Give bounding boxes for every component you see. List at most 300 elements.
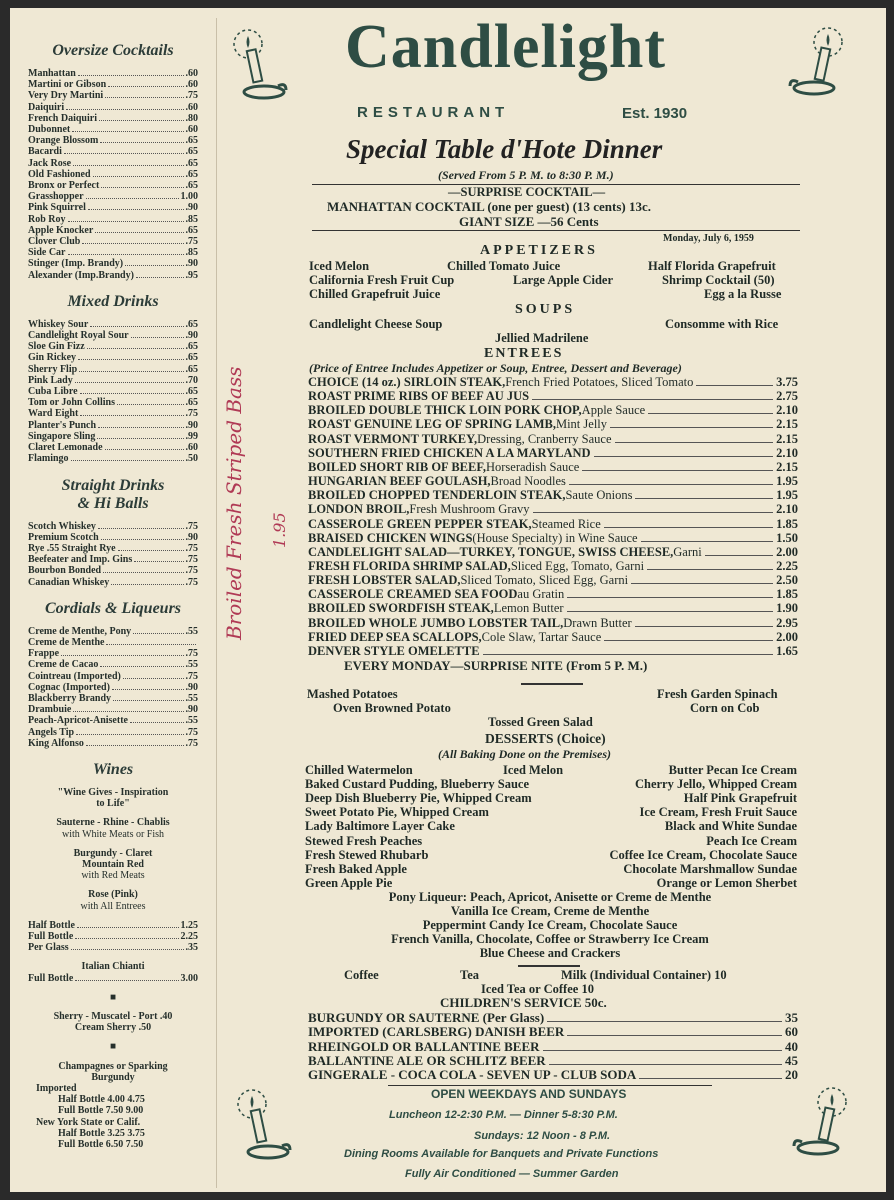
drink-name: Sherry Flip: [28, 363, 78, 375]
childrens-price: 40: [785, 1038, 798, 1054]
dessert-item: Baked Custard Pudding, Blueberry Sauce: [305, 777, 529, 792]
drink-name: King Alfonso: [28, 737, 84, 749]
drink-row: [28, 648, 198, 659]
drink-name: Full Bottle: [28, 930, 74, 942]
side-item: Mashed Potatoes: [307, 687, 398, 701]
entree-leader: [604, 527, 773, 528]
drink-name: Grasshopper: [28, 191, 84, 203]
soup-item: Consomme with Rice: [665, 317, 779, 331]
drink-name: Very Dry Martini: [28, 90, 104, 102]
entrees-heading: ENTREES: [484, 346, 564, 361]
dot-leader: [87, 348, 184, 349]
bullet-divider: ■: [109, 1041, 117, 1053]
childrens-item: GINGERALE - COCA COLA - SEVEN UP - CLUB SODA: [308, 1067, 637, 1083]
drink-row: [28, 146, 198, 157]
champagne-line-2: Burgundy: [91, 1071, 135, 1083]
entree-name: FRIED DEEP SEA SCALLOPS,: [308, 629, 482, 644]
drink-price: .80: [185, 112, 198, 124]
nys-label: New York State or Calif.: [36, 1116, 141, 1128]
drink-row: [28, 704, 198, 715]
drink-price: .75: [185, 90, 198, 102]
entree-row: [308, 587, 798, 602]
straight-drinks-list: [28, 521, 198, 588]
drink-row: [28, 214, 198, 225]
entree-price: 1.85: [776, 516, 798, 531]
entree-sides: Lemon Butter: [493, 601, 564, 616]
entree-row: [308, 517, 798, 532]
entree-row: [308, 474, 798, 489]
entree-leader: [705, 555, 773, 556]
dessert-item: Cherry Jello, Whipped Cream: [634, 777, 797, 792]
dot-leader: [100, 142, 183, 143]
dessert-item: Chocolate Marshmallow Sundae: [623, 861, 797, 876]
entree-name: BROILED DOUBLE THICK LOIN PORK CHOP,: [308, 403, 582, 418]
entree-row: [308, 375, 798, 390]
appetizers-heading: APPETIZERS: [480, 243, 598, 258]
drink-row: [28, 671, 198, 682]
entree-name: FRESH FLORIDA SHRIMP SALAD,: [308, 558, 511, 573]
drink-price: .75: [185, 542, 198, 554]
drink-price: .65: [185, 386, 198, 398]
drink-row: [28, 270, 198, 281]
entree-sides: (House Specialty) in Wine Sauce: [472, 530, 638, 545]
entree-name: LONDON BROIL,: [308, 502, 410, 517]
drink-row: [28, 68, 198, 79]
drink-row: [28, 79, 198, 90]
air-conditioned: Fully Air Conditioned — Summer Garden: [405, 1168, 619, 1180]
entree-leader: [533, 512, 774, 513]
burgundy-pairing: with Red Meats: [81, 870, 145, 882]
drink-price: .60: [185, 79, 198, 91]
dot-leader: [118, 550, 184, 551]
childrens-price: 60: [785, 1024, 798, 1040]
drink-name: Dubonnet: [28, 124, 71, 136]
drink-name: Angels Tip: [28, 726, 75, 738]
drink-row: [28, 386, 198, 397]
dessert-item: Butter Pecan Ice Cream: [668, 763, 797, 777]
drink-name: Old Fashioned: [28, 168, 91, 180]
drink-price: .35: [185, 942, 198, 954]
dot-leader: [98, 528, 184, 529]
drink-price: .75: [185, 670, 198, 682]
side-item: Corn on Cob: [690, 701, 760, 715]
entree-row: [308, 460, 798, 475]
hi-balls-heading: & Hi Balls: [77, 494, 149, 512]
childrens-leader: [547, 1021, 782, 1022]
divider-ornament: [518, 965, 580, 967]
dot-leader: [86, 745, 184, 746]
childrens-service: CHILDREN'S SERVICE 50c.: [440, 995, 607, 1010]
entree-sides: Apple Sauce: [581, 403, 646, 418]
drinks-sidebar: [28, 38, 198, 1150]
drink-name: Side Car: [28, 247, 66, 259]
drink-name: Planter's Punch: [28, 419, 97, 431]
entree-name: CANDLELIGHT SALAD—TURKEY, TONGUE, SWISS CHEESE,: [308, 544, 674, 559]
dot-leader: [68, 254, 184, 255]
entree-row: [308, 531, 798, 546]
drink-row: [28, 715, 198, 726]
drink-row: [28, 258, 198, 269]
footer-rule: [388, 1085, 712, 1086]
dessert-item: Black and White Sundae: [664, 819, 797, 834]
drink-name: Rob Roy: [28, 213, 66, 225]
appetizer-item: Half Florida Grapefruit: [648, 259, 776, 273]
imported-label: Imported: [36, 1083, 77, 1095]
wine-bottles-list: [28, 920, 198, 954]
dot-leader: [93, 176, 184, 177]
entree-name: BROILED WHOLE JUMBO LOBSTER TAIL,: [308, 615, 564, 630]
entree-price: 1.85: [776, 587, 798, 602]
drink-price: .65: [185, 363, 198, 375]
dot-leader: [103, 572, 183, 573]
giant-size: GIANT SIZE —56 Cents: [459, 214, 599, 229]
drink-row: [28, 453, 198, 464]
drink-name: Beefeater and Imp. Gins: [28, 554, 133, 566]
oversize-cocktails-heading: Oversize Cocktails: [52, 42, 174, 59]
dessert-center-item: Peppermint Candy Ice Cream, Chocolate Sauce: [422, 918, 678, 933]
dot-leader: [61, 655, 183, 656]
entree-price: 2.10: [776, 403, 798, 418]
desserts-heading: DESSERTS (Choice): [485, 731, 606, 746]
dot-leader: [68, 221, 184, 222]
cream-sherry-line: Cream Sherry .50: [74, 1022, 152, 1034]
dessert-item: Iced Melon: [503, 763, 564, 777]
drink-name: Jack Rose: [28, 157, 72, 169]
drink-name: Half Bottle: [28, 919, 75, 931]
dessert-item: Green Apple Pie: [305, 875, 393, 890]
drink-name: Per Glass: [28, 942, 69, 954]
dot-leader: [95, 232, 183, 233]
drink-row: [28, 577, 198, 588]
drink-name: Alexander (Imp.Brandy): [28, 269, 134, 281]
monday-special: EVERY MONDAY—SURPRISE NITE (From 5 P. M.): [344, 658, 648, 673]
drink-price: 2.25: [180, 930, 198, 942]
beverage-coffee: Coffee: [344, 968, 379, 982]
dot-leader: [105, 449, 184, 450]
entree-name: SOUTHERN FRIED CHICKEN A LA MARYLAND: [308, 445, 591, 460]
dessert-item: Chilled Watermelon: [305, 763, 413, 777]
drink-row: [28, 397, 198, 408]
entree-name: CHOICE (14 oz.) SIRLOIN STEAK,: [308, 375, 506, 389]
drink-name: Sloe Gin Fizz: [28, 341, 85, 353]
entree-name: BRAISED CHICKEN WINGS: [308, 530, 473, 545]
entree-row: [308, 630, 798, 645]
dot-leader: [82, 243, 183, 244]
soup-item: Candlelight Cheese Soup: [309, 317, 443, 331]
entree-name: FRESH LOBSTER SALAD,: [308, 573, 461, 588]
drink-name: Ward Eight: [28, 408, 79, 420]
sherry-line: Sherry - Muscatel - Port .40: [53, 1011, 173, 1022]
entree-row: [308, 616, 798, 631]
dessert-item: Half Pink Grapefruit: [683, 791, 797, 806]
drink-name: Gin Rickey: [28, 352, 77, 364]
drink-row: [28, 682, 198, 693]
drink-row: [28, 169, 198, 180]
drink-name: Pink Lady: [28, 374, 73, 386]
appetizer-item: Shrimp Cocktail (50): [662, 273, 775, 287]
entree-leader: [635, 626, 773, 627]
desserts-note: (All Baking Done on the Premises): [438, 747, 612, 761]
entree-price: 2.15: [776, 417, 798, 432]
drink-price: .90: [185, 330, 198, 342]
drink-price: .70: [185, 374, 198, 386]
dot-leader: [105, 97, 183, 98]
entree-leader: [567, 611, 774, 612]
drink-price: .55: [185, 659, 198, 671]
candle-icon: [792, 1084, 852, 1160]
manhattan-cocktail: MANHATTAN COCKTAIL (one per guest) (13 cents) 13c.: [327, 199, 652, 214]
drink-price: .90: [185, 202, 198, 214]
drink-price: .75: [185, 408, 198, 420]
drink-row: [28, 637, 198, 648]
drink-row: [28, 942, 198, 953]
dot-leader: [80, 393, 184, 394]
childrens-leader: [567, 1035, 782, 1036]
dessert-item: Orange or Lemon Sherbet: [656, 875, 797, 890]
menu-date: Monday, July 6, 1959: [663, 233, 754, 244]
cordials-heading: Cordials & Liqueurs: [44, 599, 182, 617]
entree-name: CASSEROLE CREAMED SEA FOOD: [308, 587, 518, 602]
drink-name: Candlelight Royal Sour: [28, 330, 129, 342]
drink-name: Creme de Menthe, Pony: [28, 625, 132, 637]
side-item: Tossed Green Salad: [488, 715, 593, 729]
appetizer-item: Chilled Tomato Juice: [447, 259, 561, 273]
entree-leader: [610, 427, 773, 428]
drink-row: [28, 738, 198, 749]
drink-price: .75: [185, 554, 198, 566]
entree-leader: [647, 569, 773, 570]
entree-name: CASSEROLE GREEN PEPPER STEAK,: [308, 516, 532, 531]
drink-price: .55: [185, 625, 198, 637]
drink-price: .90: [185, 531, 198, 543]
entree-leader: [615, 442, 774, 443]
drink-price: .85: [185, 247, 198, 259]
entree-price: 1.90: [776, 601, 798, 616]
entree-name: ROAST GENUINE LEG OF SPRING LAMB,: [308, 417, 556, 432]
nys-half: Half Bottle 3.25 3.75: [58, 1127, 145, 1139]
appetizer-item: Large Apple Cider: [513, 273, 613, 287]
drink-name: Daiquiri: [28, 101, 65, 113]
candle-icon: [232, 1088, 292, 1164]
entree-leader: [696, 385, 773, 386]
entree-row: [308, 488, 798, 503]
straight-drinks-heading: Straight Drinks: [61, 476, 165, 494]
drink-name: Whiskey Sour: [28, 318, 89, 330]
dot-leader: [108, 86, 183, 87]
sauterne-line: Sauterne - Rhine - Chablis: [56, 817, 170, 829]
drink-row: [28, 532, 198, 543]
drink-row: [28, 931, 198, 942]
childrens-price: 35: [785, 1010, 798, 1025]
drink-name: Martini or Gibson: [28, 79, 107, 91]
drink-price: .60: [185, 101, 198, 113]
entree-sides: Sliced Tomato, Sliced Egg, Garni: [460, 573, 629, 588]
dot-leader: [99, 120, 184, 121]
drink-row: [28, 90, 198, 101]
entree-name: HUNGARIAN BEEF GOULASH,: [308, 474, 491, 489]
childrens-item: RHEINGOLD OR BALLANTINE BEER: [308, 1038, 540, 1054]
entree-row: [308, 601, 798, 616]
dot-leader: [77, 927, 179, 928]
drink-row: [28, 408, 198, 419]
drink-name: Peach-Apricot-Anisette: [28, 715, 128, 727]
dining-rooms: Dining Rooms Available for Banquets and Private Functions: [344, 1148, 659, 1160]
dot-leader: [113, 700, 183, 701]
beverage-tea: Tea: [460, 968, 479, 982]
entree-row: [308, 403, 798, 418]
entree-row: [308, 545, 798, 560]
entree-sides: Garni: [673, 544, 702, 559]
entree-sides: Steamed Rice: [531, 516, 601, 531]
entree-sides: Drawn Butter: [563, 615, 632, 630]
entree-name: ROAST PRIME RIBS OF BEEF AU JUS: [308, 389, 530, 404]
nys-full: Full Bottle 6.50 7.50: [58, 1139, 144, 1151]
served-hours: (Served From 5 P. M. to 8:30 P. M.): [438, 168, 614, 182]
drink-row: [28, 135, 198, 146]
dessert-item: Deep Dish Blueberry Pie, Whipped Cream: [305, 791, 532, 806]
rose-line: Rose (Pink): [88, 889, 138, 901]
drink-row: [28, 420, 198, 431]
drink-price: .90: [185, 419, 198, 431]
childrens-item: BURGUNDY OR SAUTERNE (Per Glass): [308, 1010, 545, 1025]
wines-heading: Wines: [92, 760, 134, 778]
drink-price: .75: [185, 236, 198, 248]
appetizer-item: Iced Melon: [309, 259, 370, 273]
dot-leader: [80, 415, 183, 416]
sunday-hours: Sundays: 12 Noon - 8 P.M.: [474, 1130, 611, 1142]
drink-name: Orange Blossom: [28, 135, 99, 147]
entree-row: [308, 502, 798, 517]
entree-price: 3.75: [776, 375, 798, 389]
dessert-item: Fresh Stewed Rhubarb: [305, 847, 429, 862]
established-year: Est. 1930: [622, 105, 688, 122]
dessert-item: Fresh Baked Apple: [305, 861, 407, 876]
drink-price: .75: [185, 726, 198, 738]
mountain-red-line: Mountain Red: [82, 858, 144, 870]
chianti-line: Italian Chianti: [81, 961, 145, 973]
drink-name: Manhattan: [28, 68, 76, 79]
entree-name: DENVER STYLE OMELETTE: [308, 643, 480, 658]
entree-sides: Broad Noodles: [490, 474, 566, 489]
drink-name: Rye .55 Straight Rye: [28, 542, 116, 554]
entree-row: [308, 389, 798, 404]
entree-sides: Cole Slaw, Tartar Sauce: [481, 629, 602, 644]
drink-price: .90: [185, 704, 198, 716]
entree-price: 2.95: [776, 615, 798, 630]
childrens-leader: [543, 1050, 782, 1051]
drink-price: .65: [185, 168, 198, 180]
entree-leader: [635, 498, 773, 499]
cordials-list: [28, 626, 198, 749]
wines-quote-2: to Life": [96, 798, 130, 810]
drink-name: Cuba Libre: [28, 386, 78, 398]
drink-price: .65: [185, 397, 198, 409]
entree-price: 2.00: [776, 544, 798, 559]
entree-price: 2.15: [776, 459, 798, 474]
dot-leader: [75, 938, 178, 939]
surprise-cocktail: —SURPRISE COCKTAIL—: [448, 185, 606, 199]
dessert-center-item: Pony Liqueur: Peach, Apricot, Anisette or Creme de Menthe: [388, 890, 712, 904]
entree-leader: [631, 583, 773, 584]
childrens-price: 45: [785, 1052, 798, 1068]
special-dinner-title: Special Table d'Hote Dinner: [346, 134, 663, 164]
drink-price: 1.25: [180, 919, 198, 931]
drink-price: .65: [185, 180, 198, 192]
drink-row: [28, 554, 198, 565]
childrens-leader: [549, 1064, 782, 1065]
dessert-item: Coffee Ice Cream, Chocolate Sauce: [609, 847, 797, 862]
candle-icon: [228, 28, 288, 104]
drink-name: Bourbon Bonded: [28, 565, 102, 577]
entree-price: 1.95: [776, 474, 798, 489]
childrens-row: [308, 1067, 798, 1083]
divider-ornament: [521, 683, 583, 685]
drink-row: [28, 330, 198, 341]
entree-row: [308, 573, 798, 588]
entree-sides: French Fried Potatoes, Sliced Tomato: [505, 375, 694, 389]
entree-price: 2.25: [776, 558, 798, 573]
entree-leader: [648, 413, 773, 414]
dot-leader: [133, 633, 183, 634]
drink-row: [28, 659, 198, 670]
drink-row: [28, 626, 198, 637]
entree-leader: [567, 597, 773, 598]
entree-price: 1.65: [776, 643, 798, 658]
dot-leader: [71, 460, 184, 461]
entrees-note: (Price of Entree Includes Appetizer or Soup, Entree, Dessert and Beverage): [309, 361, 682, 375]
dot-leader: [134, 561, 183, 562]
drink-row: [28, 124, 198, 135]
dot-leader: [71, 949, 184, 950]
drink-row: [28, 180, 198, 191]
restaurant-title: Candlelight: [345, 13, 667, 81]
drink-name: Creme de Cacao: [28, 659, 99, 671]
childrens-leader: [639, 1078, 782, 1079]
entree-row: [308, 446, 798, 461]
drink-name: Cognac (Imported): [28, 681, 110, 693]
soups-heading: SOUPS: [515, 302, 576, 317]
childrens-item: BALLANTINE ALE OR SCHLITZ BEER: [308, 1052, 546, 1068]
entree-sides: Horseradish Sauce: [485, 459, 580, 474]
entree-leader: [582, 470, 773, 471]
header-rule-bottom: [312, 230, 800, 231]
drink-name: Bacardi: [28, 146, 62, 158]
dot-leader: [88, 209, 184, 210]
drink-name: Flamingo: [28, 453, 69, 465]
entree-row: [308, 644, 798, 659]
drink-price: .65: [185, 318, 198, 330]
drink-row: [28, 442, 198, 453]
drink-price: .55: [185, 715, 198, 727]
entree-price: 2.15: [776, 431, 798, 446]
entree-leader: [569, 484, 773, 485]
drink-price: .85: [185, 213, 198, 225]
drink-row: [28, 225, 198, 236]
side-item: Oven Browned Potato: [333, 701, 451, 715]
beverage-milk: Milk (Individual Container) 10: [561, 968, 727, 982]
drink-row: [28, 191, 198, 202]
entree-row: [308, 559, 798, 574]
entree-row: [308, 417, 798, 432]
dessert-item: Peach Ice Cream: [706, 833, 797, 848]
drink-row: [28, 727, 198, 738]
drink-price: 1.00: [180, 191, 198, 203]
drink-name: Pink Squirrel: [28, 202, 86, 214]
drink-price: .75: [185, 565, 198, 577]
drink-name: Blackberry Brandy: [28, 692, 112, 704]
drink-row: [28, 920, 198, 931]
drink-price: .65: [185, 341, 198, 353]
